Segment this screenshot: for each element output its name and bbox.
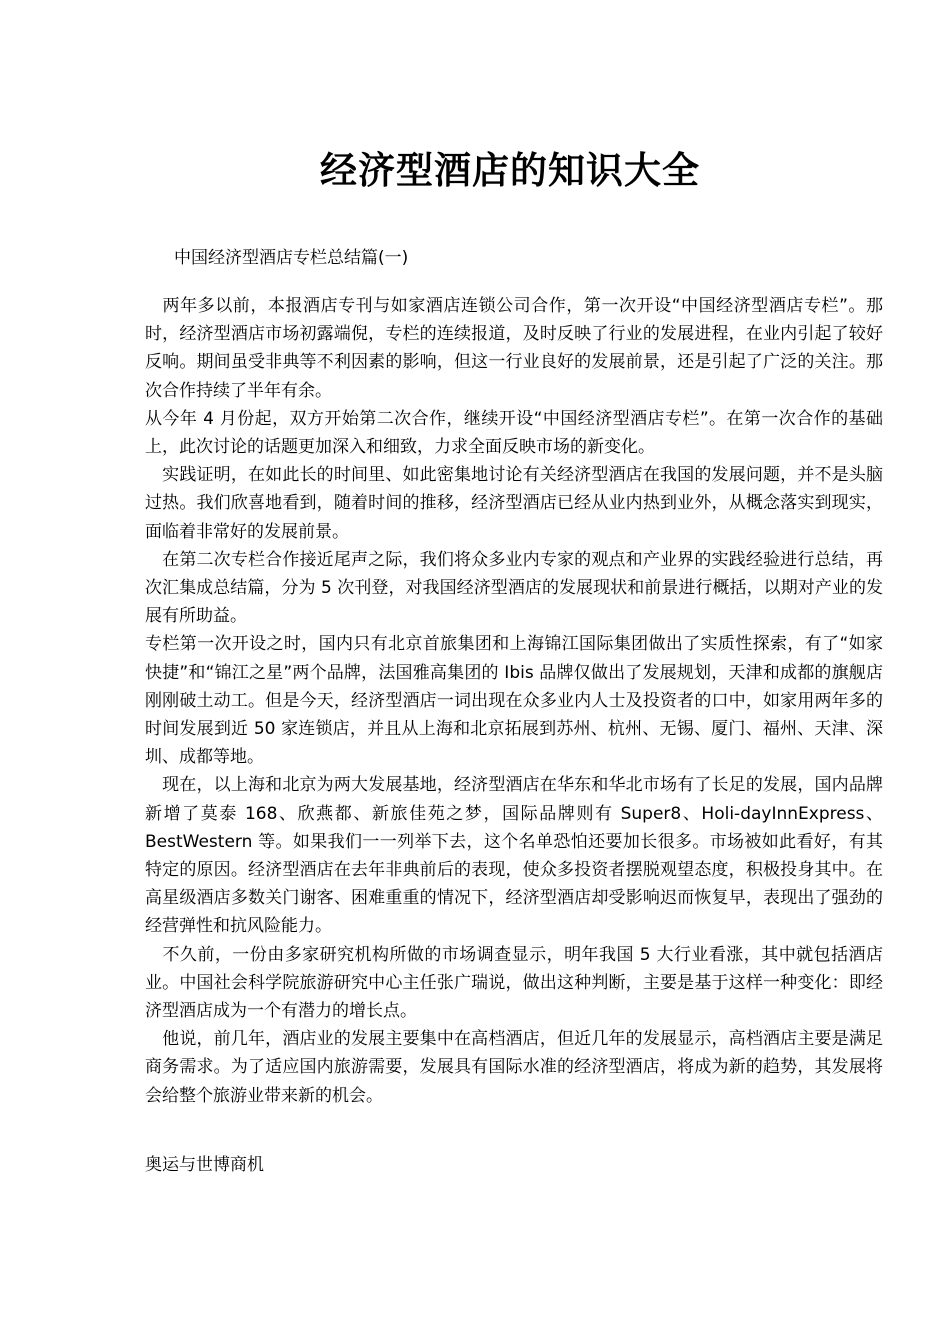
- document-title: 经济型酒店的知识大全: [320, 148, 700, 192]
- paragraph: 现在，以上海和北京为两大发展基地，经济型酒店在华东和华北市场有了长足的发展，国内品牌新增了莫泰 168、欣燕都、新旅佳苑之梦，国际品牌则有 Super8、Holi-dayInnExpress、BestWestern 等。如果我们一一列举下去，这个名单恐怕还要加长很多。市场被如此看好，有其特定的原因。经济型酒店在去年非典前后的表现，使众多投资者摆脱观望态度，积极投身其中。在高星级酒店多数关门谢客、困难重重的情况下，经济型酒店却受影响迟而恢复早，表现出了强劲的经营弹性和抗风险能力。: [145, 775, 883, 937]
- document-subtitle: 中国经济型酒店专栏总结篇(一): [174, 248, 409, 268]
- paragraph: 在第二次专栏合作接近尾声之际，我们将众多业内专家的观点和产业界的实践经验进行总结，再次汇集成总结篇，分为 5 次刊登，对我国经济型酒店的发展现状和前景进行概括，以期对产业的发展有所助益。: [145, 549, 883, 627]
- paragraph: 专栏第一次开设之时，国内只有北京首旅集团和上海锦江国际集团做出了实质性探索，有了“如家快捷”和“锦江之星”两个品牌，法国雅高集团的 Ibis 品牌仅做出了发展规划，天津和成都的旗舰店刚刚破土动工。但是今天，经济型酒店一词出现在众多业内人士及投资者的口中，如家用两年多的时间发展到近 50 家连锁店，并且从上海和北京拓展到苏州、杭州、无锡、厦门、福州、天津、深圳、成都等地。: [145, 634, 883, 768]
- paragraph: 他说，前几年，酒店业的发展主要集中在高档酒店，但近几年的发展显示，高档酒店主要是满足商务需求。为了适应国内旅游需要，发展具有国际水准的经济型酒店，将成为新的趋势，其发展将会给整个旅游业带来新的机会。: [145, 1029, 883, 1106]
- document-body: [145, 292, 883, 1110]
- paragraph: 不久前，一份由多家研究机构所做的市场调查显示，明年我国 5 大行业看涨，其中就包括酒店业。中国社会科学院旅游研究中心主任张广瑞说，做出这种判断，主要是基于这样一种变化：即经济型酒店成为一个有潜力的增长点。: [145, 944, 883, 1022]
- paragraph: 从今年 4 月份起，双方开始第二次合作，继续开设“中国经济型酒店专栏”。在第一次合作的基础上，此次讨论的话题更加深入和细致，力求全面反映市场的新变化。: [145, 408, 883, 458]
- section-heading: 奥运与世博商机: [145, 1155, 264, 1175]
- paragraph: 两年多以前，本报酒店专刊与如家酒店连锁公司合作，第一次开设“中国经济型酒店专栏”。那时，经济型酒店市场初露端倪，专栏的连续报道，及时反映了行业的发展进程，在业内引起了较好反响。期间虽受非典等不利因素的影响，但这一行业良好的发展前景，还是引起了广泛的关注。那次合作持续了半年有余。: [145, 296, 883, 401]
- paragraph: 实践证明，在如此长的时间里、如此密集地讨论有关经济型酒店在我国的发展问题，并不是头脑过热。我们欣喜地看到，随着时间的推移，经济型酒店已经从业内热到业外，从概念落实到现实，面临着非常好的发展前景。: [145, 465, 883, 542]
